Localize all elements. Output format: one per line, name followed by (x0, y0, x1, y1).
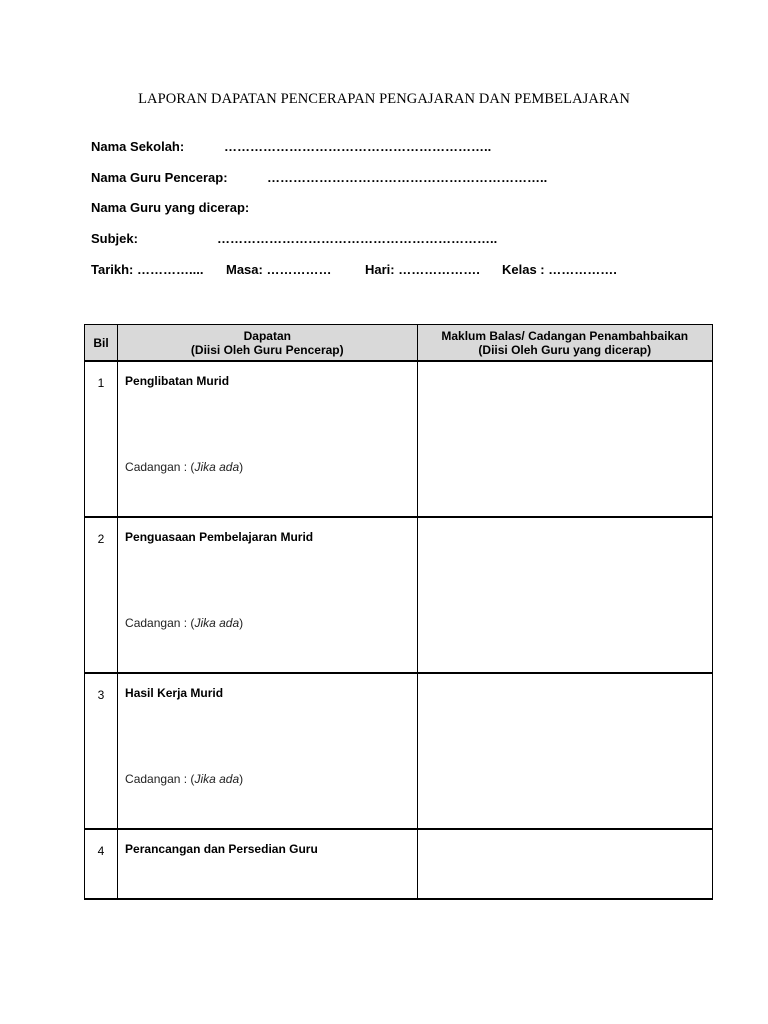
table-row (85, 829, 713, 899)
row-bil: 4 (85, 829, 118, 899)
header-dapatan-line1: Dapatan (243, 328, 291, 343)
cadangan-note: Cadangan : (Jika ada) (125, 616, 244, 630)
table-row (85, 517, 713, 673)
row-title: Penguasaan Pembelajaran Murid (125, 530, 314, 544)
dapatan-cell[interactable] (118, 829, 417, 899)
row-bil: 3 (85, 673, 118, 829)
cadangan-note: Cadangan : (Jika ada) (125, 772, 244, 786)
hari-field[interactable]: Hari: ………………. (365, 262, 480, 277)
header-dapatan (118, 325, 417, 362)
dapatan-cell[interactable] (118, 517, 417, 673)
table-row (85, 673, 713, 829)
subjek-value[interactable]: ……………………………………………………….. (217, 231, 498, 246)
maklum-balas-cell[interactable] (417, 361, 712, 517)
table-row (85, 361, 713, 517)
header-dapatan-line2: (Diisi Oleh Guru Pencerap) (190, 342, 344, 357)
nama-sekolah-value[interactable]: …………………………………………………….. (224, 139, 492, 154)
row-title: Perancangan dan Persedian Guru (125, 842, 318, 856)
subjek-field[interactable] (91, 231, 498, 246)
maklum-balas-cell[interactable] (417, 517, 712, 673)
dapatan-cell[interactable] (118, 361, 417, 517)
header-maklum-line2: (Diisi Oleh Guru yang dicerap) (478, 342, 652, 357)
cadangan-note: Cadangan : (Jika ada) (125, 460, 244, 474)
maklum-balas-cell[interactable] (417, 829, 712, 899)
kelas-field[interactable]: Kelas : ……………. (502, 262, 617, 277)
row-title: Hasil Kerja Murid (125, 686, 224, 700)
header-maklum-line1: Maklum Balas/ Cadangan Penambahbaikan (441, 328, 689, 343)
nama-sekolah-label: Nama Sekolah: (91, 139, 185, 154)
nama-guru-pencerap-value[interactable]: ……………………………………………………….. (267, 170, 548, 185)
maklum-balas-cell[interactable] (417, 673, 712, 829)
nama-sekolah-field[interactable] (91, 139, 492, 154)
table-header-row (85, 325, 713, 362)
observation-table (84, 324, 713, 900)
row-bil: 2 (85, 517, 118, 673)
tarikh-field[interactable]: Tarikh: ………….... (91, 262, 204, 277)
row-bil: 1 (85, 361, 118, 517)
row-title: Penglibatan Murid (125, 374, 230, 388)
nama-guru-dicerap-label: Nama Guru yang dicerap: (91, 200, 250, 215)
nama-guru-dicerap-field[interactable] (91, 200, 249, 215)
header-bil: Bil (85, 325, 118, 362)
nama-guru-pencerap-label: Nama Guru Pencerap: (91, 170, 228, 185)
page-title: LAPORAN DAPATAN PENCERAPAN PENGAJARAN DAN PEMBELAJARAN (138, 91, 630, 107)
dapatan-cell[interactable] (118, 673, 417, 829)
nama-guru-pencerap-field[interactable] (91, 170, 548, 185)
masa-field[interactable]: Masa: …………… (226, 262, 332, 277)
header-maklum-balas (417, 325, 712, 362)
subjek-label: Subjek: (91, 231, 138, 246)
